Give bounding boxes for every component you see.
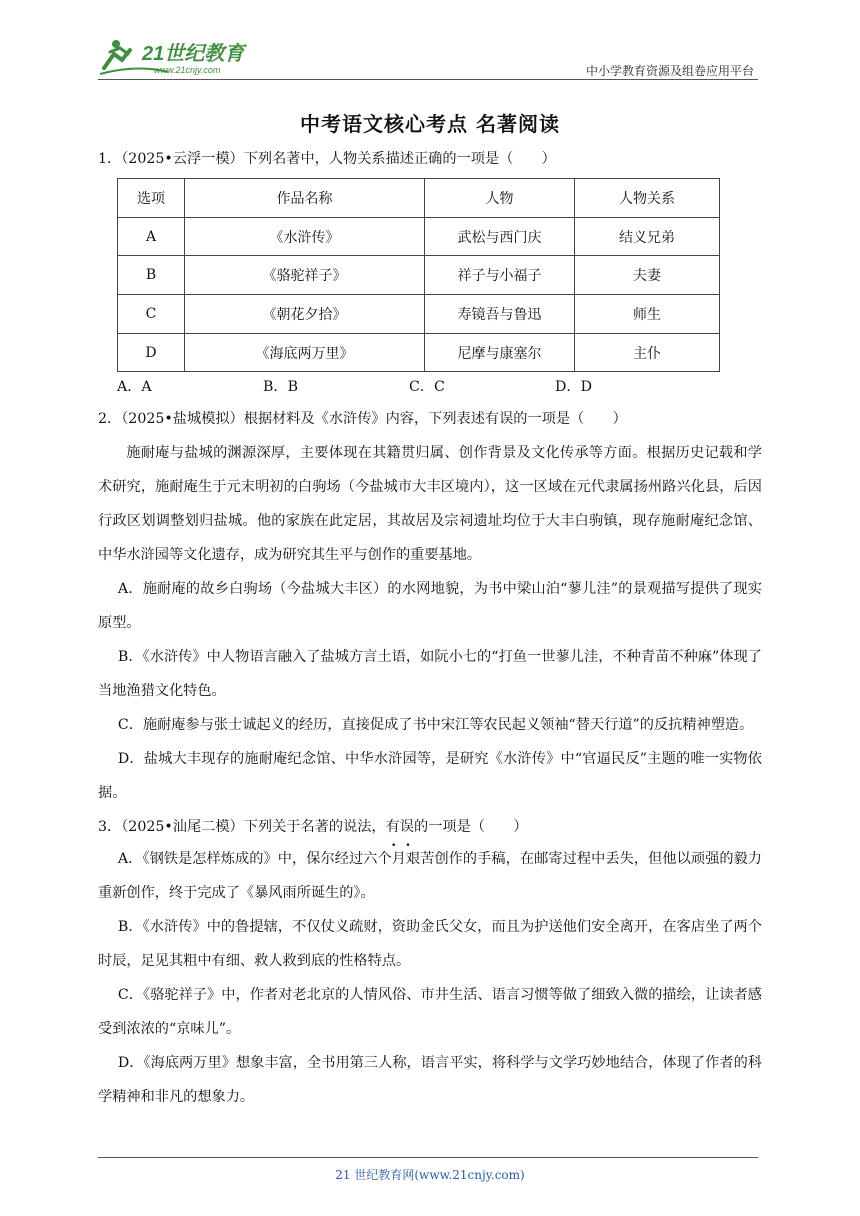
- question-3-option-b: B．《水浒传》中的鲁提辖，不仅仗义疏财，资助金氏父女，而且为护送他们安全离开，在客店坐了两个时辰，足见其粗中有细、救人救到底的性格特点。: [98, 919, 762, 970]
- question-3-option-c: C．《骆驼祥子》中，作者对老北京的人情风俗、市井生活、语言习惯等做了细致入微的描绘，让读者感受到浓浓的“京味儿”。: [98, 987, 762, 1038]
- platform-name: 中小学教育资源及组卷应用平台: [585, 64, 754, 78]
- question-3-option-a: A．《钢铁是怎样炼成的》中，保尔经过六个月艰苦创作的手稿，在邮寄过程中丢失，但他以顽强的毅力重新创作，终于完成了《暴风雨所诞生的》。: [98, 851, 762, 902]
- table-header-cell: 人物关系: [575, 179, 720, 218]
- emphasis-char: 误: [399, 819, 414, 836]
- choice-b: B．B: [263, 379, 299, 396]
- table-cell: 结义兄弟: [575, 217, 720, 256]
- table-cell: 夫妻: [575, 256, 720, 295]
- table-cell: 《水浒传》: [185, 217, 425, 256]
- emphasis-char: 有: [385, 819, 400, 836]
- table-cell: A: [118, 217, 185, 256]
- question-2-option-c: C．施耐庵参与张士诚起义的经历，直接促成了书中宋江等农民起义领袖“替天行道”的反抗精神塑造。: [117, 717, 754, 734]
- page-title: 中考语文核心考点 名著阅读: [300, 112, 560, 136]
- question-3-option-d: D．《海底两万里》想象丰富，全书用第三人称，语言平实，将科学与文学巧妙地结合，体现了作者的科学精神和非凡的想象力。: [98, 1055, 762, 1106]
- table-cell: 《骆驼祥子》: [185, 256, 425, 295]
- question-3-stem-end: 的一项是（ ）: [414, 819, 528, 836]
- table-cell: 师生: [575, 295, 720, 334]
- header-divider: [98, 79, 758, 80]
- question-3-stem-start: 3．（2025•汕尾二模）下列关于名著的说法，: [98, 819, 386, 836]
- document-body: [98, 148, 762, 1114]
- choice-c: C．C: [409, 379, 445, 396]
- choice-a: A．A: [117, 379, 152, 396]
- table-cell: D: [118, 333, 185, 372]
- logo-url: www.21cnjy.com: [154, 65, 221, 75]
- question-1-choices: [117, 372, 762, 402]
- question-2-stem: 2．（2025•盐城模拟）根据材料及《水浒传》内容，下列表述有误的一项是（ ）: [98, 411, 627, 428]
- question-2-option-b: B．《水浒传》中人物语言融入了盐城方言土语，如阮小七的“打鱼一世蓼儿洼，不种青苗不种麻”体现了当地渔猎文化特色。: [98, 649, 762, 700]
- table-header-cell: 选项: [118, 179, 185, 218]
- table-cell: 尼摩与康塞尔: [425, 333, 575, 372]
- table-header-cell: 作品名称: [185, 179, 425, 218]
- table-row: [118, 333, 720, 372]
- table-row: [118, 256, 720, 295]
- table-header-row: [118, 179, 720, 218]
- question-2-option-a: A．施耐庵的故乡白驹场（今盐城大丰区）的水网地貌，为书中梁山泊“蓼儿洼”的景观描写提供了现实原型。: [98, 581, 762, 632]
- question-1-table: [117, 178, 720, 372]
- page-footer[interactable]: 21 世纪教育网(www.21cnjy.com): [335, 1168, 525, 1182]
- page-header: [98, 36, 758, 80]
- table-row: [118, 295, 720, 334]
- footer-divider: [98, 1157, 758, 1158]
- question-1-stem: 1．（2025•云浮一模）下列名著中，人物关系描述正确的一项是（ ）: [98, 151, 556, 167]
- table-cell: B: [118, 256, 185, 295]
- table-cell: 《海底两万里》: [185, 333, 425, 372]
- table-cell: 祥子与小福子: [425, 256, 575, 295]
- table-cell: 主仆: [575, 333, 720, 372]
- logo-text: 21世纪教育: [142, 43, 245, 65]
- table-cell: 武松与西门庆: [425, 217, 575, 256]
- question-2-option-d: D．盐城大丰现存的施耐庵纪念馆、中华水浒园等，是研究《水浒传》中“官逼民反”主题的唯一实物依据。: [98, 751, 762, 802]
- question-3-stem: [98, 816, 762, 838]
- choice-d: D．D: [555, 379, 592, 396]
- table-cell: 《朝花夕拾》: [185, 295, 425, 334]
- logo-21cnjy: [98, 38, 268, 78]
- table-cell: C: [118, 295, 185, 334]
- table-row: [118, 217, 720, 256]
- table-cell: 寿镜吾与鲁迅: [425, 295, 575, 334]
- question-2-material: 施耐庵与盐城的渊源深厚，主要体现在其籍贯归属、创作背景及文化传承等方面。根据历史记载和学术研究，施耐庵生于元末明初的白驹场（今盐城市大丰区境内），这一区域在元代隶属扬州路兴化县，后因行政区划调整划归盐城。他的家族在此定居，其故居及宗祠遗址均位于大丰白驹镇，现存施耐庵纪念馆、中华水浒园等文化遗存，成为研究其生平与创作的重要基地。: [98, 445, 762, 564]
- table-header-cell: 人物: [425, 179, 575, 218]
